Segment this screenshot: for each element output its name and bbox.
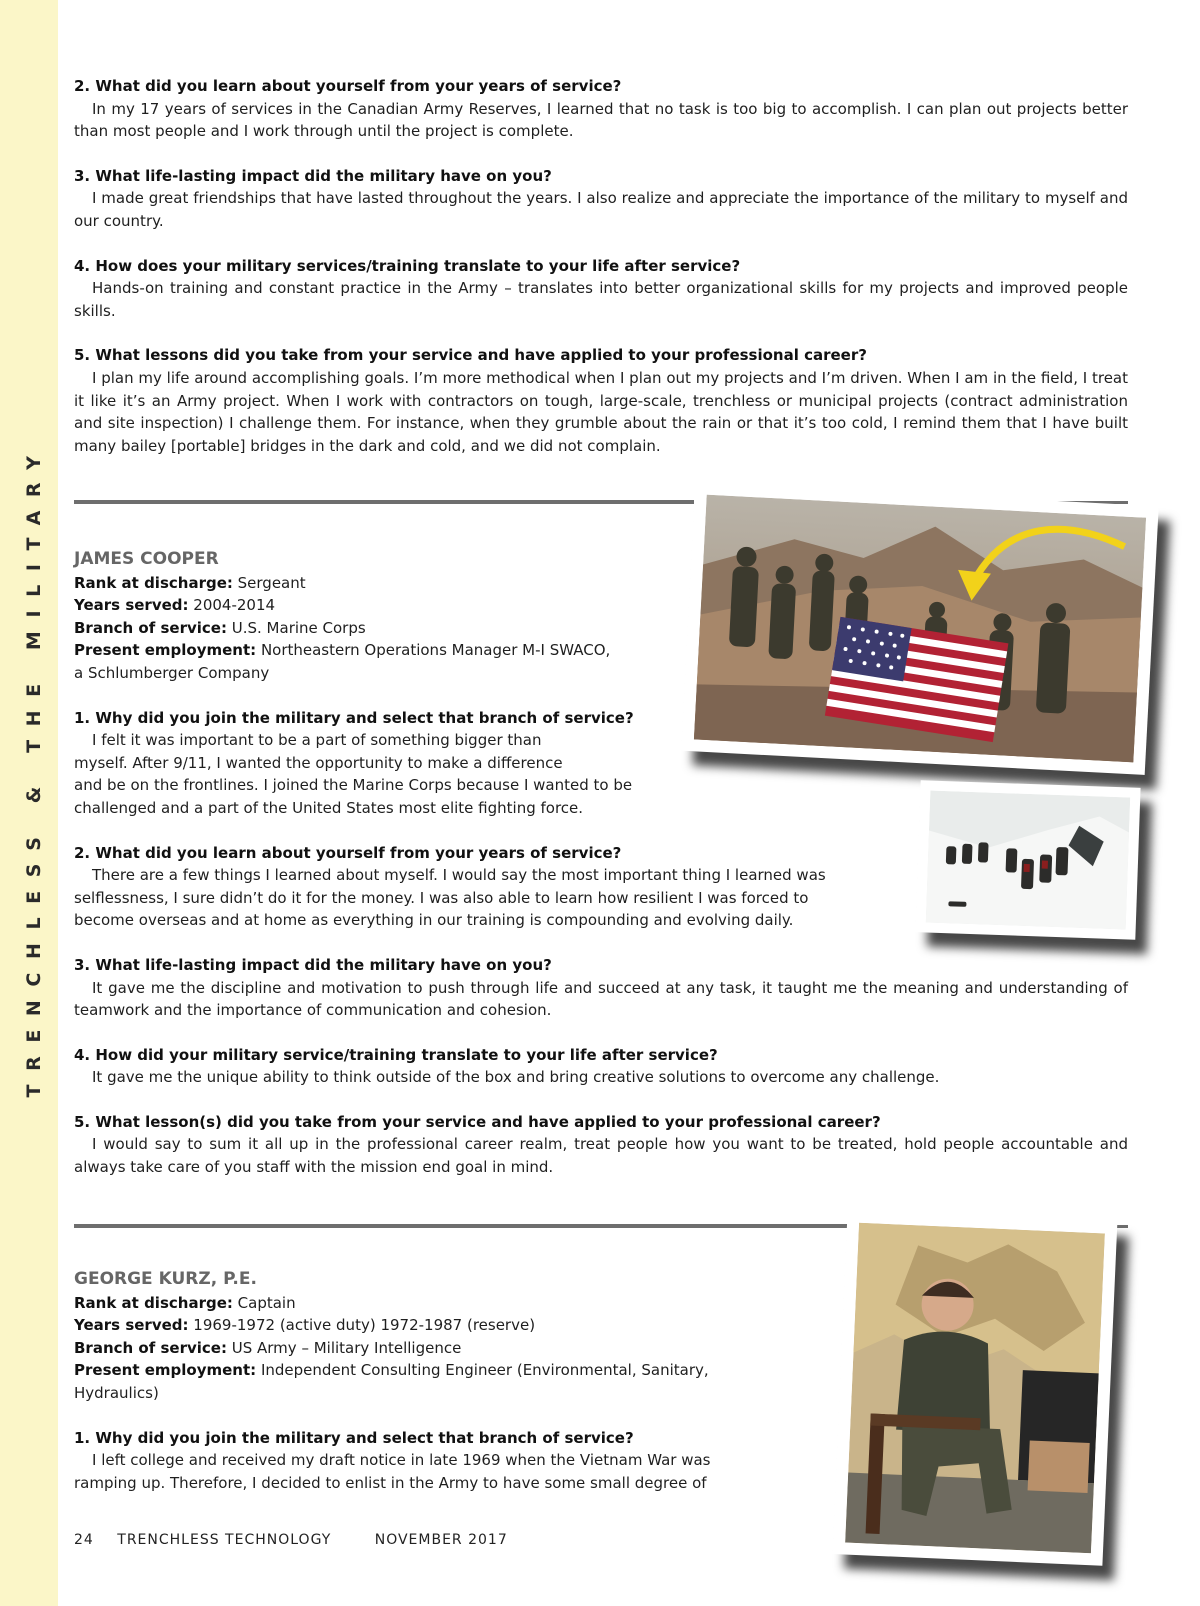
answer-line: I left college and received my draft notice in late 1969 when the Vietnam War was (92, 1451, 711, 1470)
question: 4. How does your military services/training translate to your life after service? (74, 256, 741, 275)
branch-field (74, 1337, 1128, 1360)
answer: It gave me the unique ability to think outside of the box and bring creative solutions to overcome any challenge. (92, 1068, 940, 1087)
answer-line: ramping up. Therefore, I decided to enlist in the Army to have some small degree of (74, 1473, 707, 1492)
years-field (74, 1314, 1128, 1337)
employment-continued: Hydraulics) (74, 1383, 159, 1402)
field-value: US Army – Military Intelligence (231, 1338, 462, 1357)
question: 5. What lesson(s) did you take from your service and have applied to your professional career? (74, 1112, 881, 1131)
sidebar-title: TRENCHLESS & THE MILITARY (23, 442, 45, 1098)
question: 5. What lessons did you take from your service and have applied to your professional career? (74, 346, 867, 365)
field-label: Branch of service: (74, 618, 227, 637)
answer: Hands-on training and constant practice in the Army – translates into better organizational skills for my projects and improved people skills. (74, 279, 1128, 320)
question: 3. What life-lasting impact did the military have on you? (74, 955, 552, 974)
field-label: Years served: (74, 1316, 189, 1335)
answer-line: become overseas and at home as everything in our training is compounding and evolving daily. (74, 911, 794, 930)
years-field (74, 594, 1128, 617)
field-label: Present employment: (74, 641, 257, 660)
field-value: Northeastern Operations Manager M-I SWACO, (260, 641, 611, 660)
field-value: 2004-2014 (193, 596, 276, 615)
employment-continued: a Schlumberger Company (74, 663, 270, 682)
answer: I would say to sum it all up in the professional career realm, treat people how you want to be treated, hold people accountable and always take care of you staff with the mission end goal in mind. (74, 1135, 1128, 1177)
answer-line: I felt it was important to be a part of something bigger than (92, 731, 542, 750)
branch-field (74, 617, 1128, 640)
profile-name: GEORGE KURZ, P.E. (74, 1269, 257, 1289)
question: 3. What life-lasting impact did the military have on you? (74, 166, 552, 185)
rank-field (74, 1292, 1128, 1315)
field-value: 1969-1972 (active duty) 1972-1987 (reserve) (193, 1316, 536, 1335)
field-value: U.S. Marine Corps (231, 618, 366, 637)
field-label: Years served: (74, 596, 189, 615)
profile-george-kurz (74, 1268, 1128, 1494)
page-footer (74, 1532, 526, 1548)
field-value: Captain (237, 1293, 296, 1312)
question: 1. Why did you join the military and select that branch of service? (74, 708, 634, 727)
answer-line: There are a few things I learned about myself. I would say the most important thing I learned was (92, 866, 826, 885)
section-divider (74, 1224, 858, 1228)
answer-line: and be on the frontlines. I joined the Marine Corps because I wanted to be (74, 776, 633, 795)
publication-name: TRENCHLESS TECHNOLOGY (117, 1532, 332, 1548)
answer: It gave me the discipline and motivation to push through life and succeed at any task, it taught me the meaning and understanding of teamwork and the importance of communication and cohesion. (74, 978, 1128, 1020)
page-number: 24 (74, 1532, 94, 1548)
issue-date: NOVEMBER 2017 (374, 1532, 508, 1548)
answer-line: challenged and a part of the United States most elite fighting force. (74, 798, 584, 817)
question: 2. What did you learn about yourself from your years of service? (74, 77, 622, 95)
field-label: Branch of service: (74, 1338, 227, 1357)
section-previous-interview (74, 75, 1128, 457)
profile-name: JAMES COOPER (74, 549, 219, 569)
field-value: Sergeant (237, 573, 306, 592)
question: 2. What did you learn about yourself from your years of service? (74, 843, 622, 862)
field-label: Present employment: (74, 1361, 257, 1380)
answer: In my 17 years of services in the Canadian Army Reserves, I learned that no task is too big to accomplish. I can plan out projects better than most people and I work through until the project is complete. (74, 99, 1128, 141)
question: 1. Why did you join the military and select that branch of service? (74, 1428, 634, 1447)
employment-field (74, 639, 1128, 662)
rank-field (74, 572, 1128, 595)
answer-line: selflessness, I sure didn’t do it for the money. I was also able to learn how resilient I was forced to (74, 888, 809, 907)
field-label: Rank at discharge: (74, 573, 233, 592)
employment-field (74, 1359, 1128, 1382)
answer: I made great friendships that have lasted throughout the years. I also realize and appreciate the importance of the military to myself and our country. (74, 189, 1128, 230)
answer-line: myself. After 9/11, I wanted the opportunity to make a difference (74, 753, 563, 772)
answer: I plan my life around accomplishing goals. I’m more methodical when I plan out my projects and I’m driven. When I am in the field, I treat it like it’s an Army project. When I work with contractors on tough, large-scale, trenchless or municipal projects (contract administration and site inspection) I challenge them. For instance, when they grumble about the rain or that it’s too cold, I remind them that I have built many bailey [portable] bridges in the dark and cold, and we did not complain. (74, 368, 1128, 455)
field-label: Rank at discharge: (74, 1293, 233, 1312)
section-divider (74, 500, 694, 504)
field-value: Independent Consulting Engineer (Environmental, Sanitary, (260, 1361, 709, 1380)
question: 4. How did your military service/training translate to your life after service? (74, 1045, 718, 1064)
profile-james-cooper (74, 548, 1128, 1179)
